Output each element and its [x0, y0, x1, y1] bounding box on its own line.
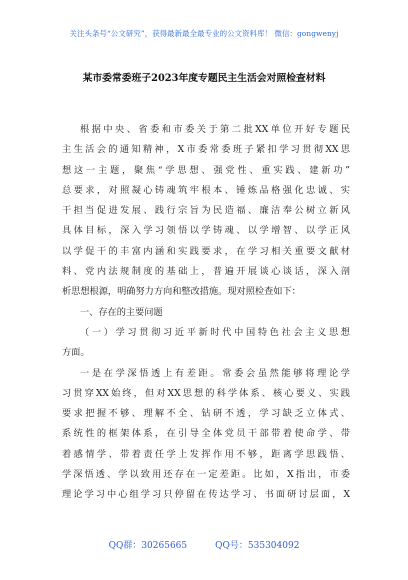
footer-qq-group: QQ群：30265665 [108, 541, 188, 551]
paragraph-line: 料、党内法规制度的基础上，普遍开展谈心谈话，深入剖 [62, 266, 350, 278]
paragraph-line: 主生活会的通知精神，X市委常委班子紧扣学习贯彻XX思 [62, 144, 350, 156]
paragraph-line: 要求把握不够、理解不全、钻研不透，学习缺乏立体式、 [62, 408, 350, 420]
subsection-heading: （一）学习贯彻习近平新时代中国特色社会主义思想 [80, 326, 350, 338]
paragraph-line: 习贯穿XX始终，但对XX思想的科学体系、核心要义、实践 [62, 387, 350, 399]
document-body [62, 120, 350, 506]
paragraph-line: 学深悟透、学以致用还存在一定差距。比如，X指出，市委 [62, 469, 350, 481]
paragraph-line: 理论学习中心组学习只停留在传达学习、书面研讨层面，X [62, 489, 350, 501]
paragraph-line: 想这一主题，聚焦“学思想、强党性、重实践、建新功” [62, 164, 350, 176]
paragraph-line: 干担当促进发展、践行宗旨为民造福、廉洁奉公树立新风 [62, 205, 350, 217]
paragraph-line: 根据中央、省委和市委关于第二批XX单位开好专题民 [80, 124, 350, 135]
paragraph-line: 总要求，对照凝心铸魂筑牢根本、锤炼品格强化忠诚、实 [62, 184, 350, 196]
paragraph-line: 一是在学深悟透上有差距。常委会虽然能够将理论学 [80, 367, 350, 379]
paragraph-line: 系统性的框架体系，在引导全体党员干部带着使命学、带 [62, 428, 350, 440]
subsection-heading-cont: 方面。 [62, 347, 90, 359]
paragraph-line: 析思想根源，明确努力方向和整改措施。现对照检查如下： [62, 286, 301, 298]
paragraph-line: 以学促干的丰富内涵和实践要求，在学习相关重要文献材 [62, 245, 350, 257]
header-notice: 关注头条号“公文研究”，获得最新最全最专业的公文资料库！ 微信：gongwenyj [69, 29, 339, 38]
paragraph-line: 着感情学、带着责任学上发挥作用不够，距离学思践悟、 [62, 448, 350, 460]
section-heading: 一、存在的主要问题 [80, 306, 163, 318]
document-title: 某市委常委班子2023年度专题民主生活会对照检查材料 [82, 73, 326, 84]
paragraph-line: 具体目标，深入学习领悟以学铸魂、以学增智、以学正风 [62, 225, 350, 237]
footer-qq-number: QQ号：535304092 [215, 541, 300, 551]
footer-contact [0, 538, 408, 551]
